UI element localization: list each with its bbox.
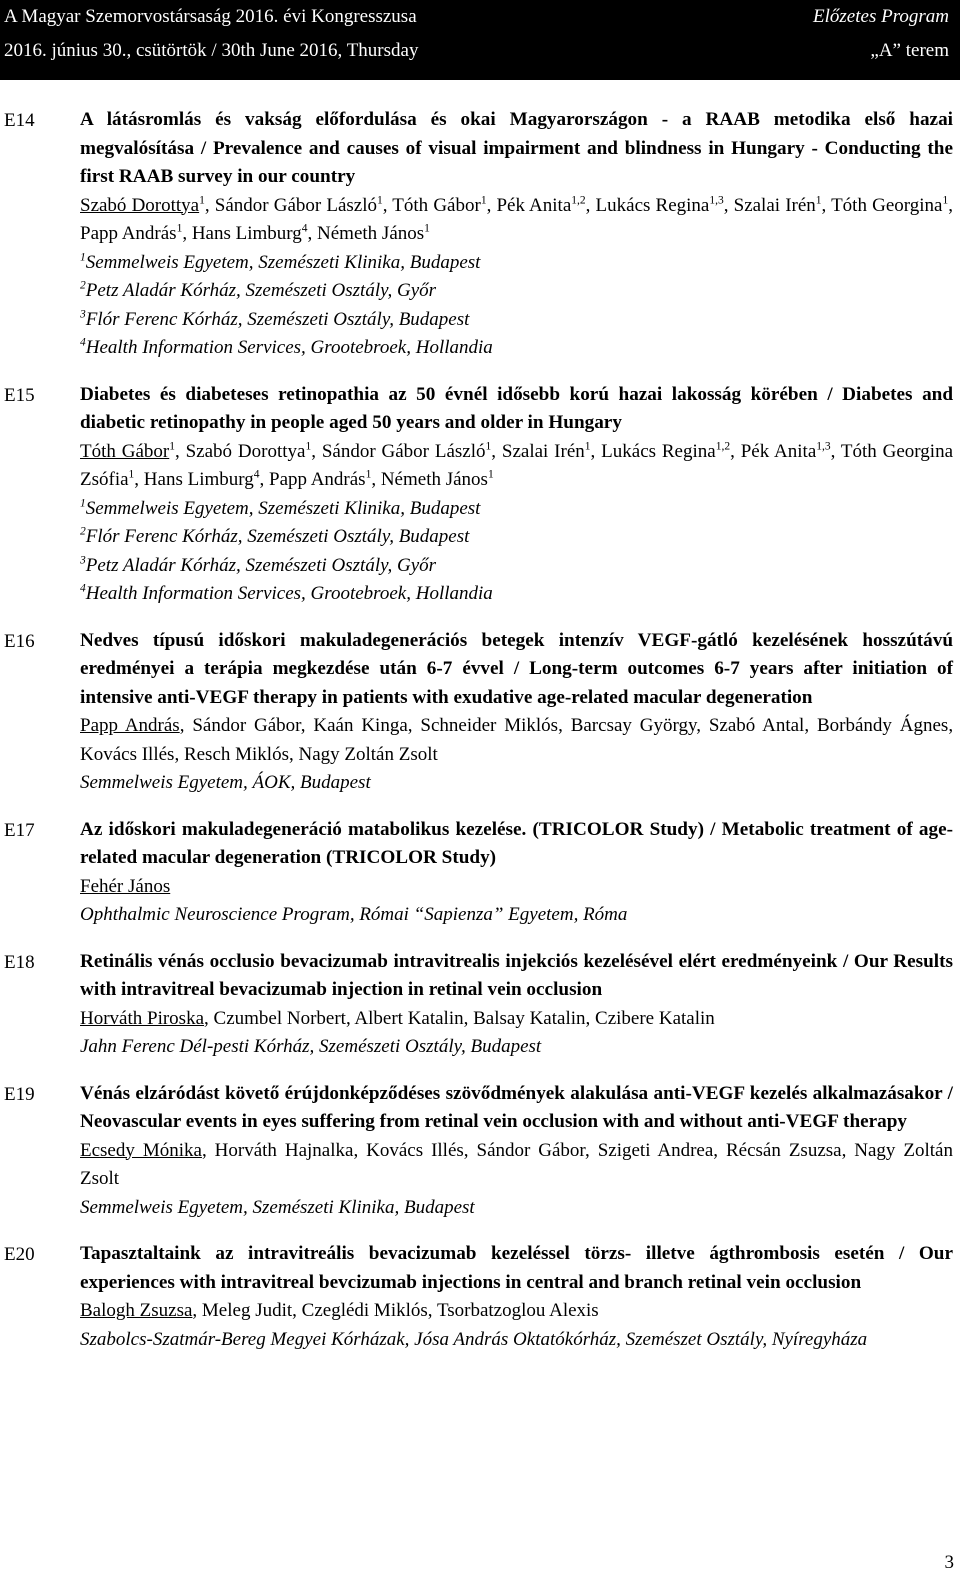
- presenting-author: Horváth Piroska: [80, 1007, 205, 1029]
- author-superscript: 1: [169, 440, 175, 453]
- affiliation: [80, 523, 953, 552]
- affiliation: [80, 1033, 953, 1062]
- affiliation-text: Health Information Services, Grootebroek, Hollandia: [85, 583, 493, 604]
- coauthor-name: Albert Katalin: [354, 1007, 464, 1029]
- abstract-entry: [0, 816, 960, 930]
- page-number: 3: [944, 1552, 954, 1573]
- author-superscript: 1: [584, 440, 591, 453]
- coauthor-name: Tsorbatzoglou Alexis: [436, 1300, 599, 1321]
- coauthor-name: Szalai Irén: [733, 194, 816, 216]
- abstract-title: A látásromlás és vakság előfordulása és okai Magyarországon - a RAAB metodika első hazai megvalósítása / Prevalence and causes of visual impairment and blindness in Hungary - Conducting the first RAAB survey in our country: [80, 109, 953, 187]
- coauthor-name: Pék Anita: [740, 440, 817, 462]
- author-superscript: 1: [485, 440, 492, 453]
- coauthor-name: Sándor Gábor László: [214, 194, 377, 216]
- abstract-body: [80, 381, 953, 609]
- coauthor-name: Tóth Georgina: [831, 194, 943, 216]
- affiliation-superscript: 4: [80, 582, 86, 595]
- coauthor-name: Nagy Zoltán Zsolt: [80, 1139, 953, 1189]
- author-superscript: 1: [128, 468, 135, 481]
- author-superscript: 1: [480, 194, 487, 207]
- coauthor-name: Czumbel Norbert: [213, 1007, 346, 1029]
- abstract-body: [80, 1240, 953, 1354]
- author-superscript: 1: [199, 194, 205, 207]
- coauthor-name: Szabó Antal: [708, 715, 805, 736]
- affiliation-text: Jahn Ferenc Dél-pesti Kórház, Szemészeti Osztály, Budapest: [80, 1036, 542, 1057]
- author-list: Balogh Zsuzsa, Meleg Judit, Czeglédi Miklós, Tsorbatzoglou Alexis: [80, 1300, 599, 1321]
- coauthor-name: Sándor Gábor: [476, 1139, 585, 1161]
- author-superscript: 1,2: [571, 194, 586, 207]
- presenting-author: Szabó Dorottya: [80, 194, 200, 216]
- affiliation-text: Semmelweis Egyetem, ÁOK, Budapest: [80, 772, 371, 793]
- affiliation: [80, 901, 953, 930]
- presenting-author: Ecsedy Mónika: [80, 1139, 202, 1161]
- abstract-title: Diabetes és diabeteses retinopathia az 50 évnél idősebb korú hazai lakosság körében / Diabetes and diabetic retinopathy in people aged 50 years and older in Hungary: [80, 383, 953, 433]
- abstract-entry: [0, 1240, 960, 1354]
- room-label: „A” terem: [870, 40, 949, 61]
- coauthor-name: Lukács Regina: [595, 194, 710, 216]
- affiliation-superscript: 2: [80, 525, 86, 538]
- affiliation: [80, 1194, 953, 1223]
- affiliation-text: Flór Ferenc Kórház, Szemészeti Osztály, Budapest: [85, 308, 470, 330]
- affiliation: [80, 249, 953, 278]
- author-superscript: 1: [377, 194, 383, 207]
- abstract-code: E16: [4, 630, 35, 652]
- affiliation: [80, 334, 953, 363]
- abstract-code: E20: [4, 1244, 35, 1265]
- coauthor-name: Szabó Dorottya: [185, 440, 306, 462]
- presenting-author: Tóth Gábor: [80, 440, 170, 462]
- affiliation-text: Ophthalmic Neuroscience Program, Római “Sapienza” Egyetem, Róma: [80, 904, 628, 925]
- coauthor-name: Szigeti Andrea: [597, 1139, 714, 1161]
- coauthor-name: Németh János: [380, 469, 488, 490]
- coauthor-name: Borbándy Ágnes: [816, 715, 949, 736]
- abstract-body: [80, 816, 953, 930]
- author-list: Horváth Piroska, Czumbel Norbert, Albert Katalin, Balsay Katalin, Czibere Katalin: [80, 1007, 715, 1029]
- coauthor-name: Sándor Gábor László: [321, 440, 486, 462]
- author-superscript: 1,3: [816, 440, 831, 453]
- coauthor-name: Barcsay György: [570, 715, 697, 736]
- author-list: Tóth Gábor$^1$, Szabó Dorottya$^1$, Sándor Gábor László$^1$, Szalai Irén$^1$, Lukács Regina$^{1,2}$, Pék Anita$^{1,3}$, Tóth Georgina Zsófia$^1$, Hans Limburg$^4$, Papp András$^1$, Németh János$^1$: [80, 440, 954, 490]
- affiliation-text: Flór Ferenc Kórház, Szemészeti Osztály, Budapest: [85, 526, 470, 547]
- coauthor-name: Sándor Gábor: [192, 715, 301, 736]
- affiliation: [80, 580, 953, 609]
- abstract-code: E19: [4, 1083, 35, 1105]
- coauthor-name: Récsán Zsuzsa: [726, 1139, 842, 1161]
- author-superscript: 4: [301, 222, 308, 235]
- abstract-title: Vénás elzáródást követő érújdonképződéses szövődmények alakulása anti-VEGF kezelés alkalmazásakor / Neovascular events in eyes suffering from retinal vein occlusion with and without anti-VEGF therapy: [80, 1082, 953, 1132]
- session-date: 2016. június 30., csütörtök / 30th June 2016, Thursday: [4, 40, 419, 61]
- coauthor-name: Balsay Katalin: [473, 1007, 586, 1029]
- author-superscript: 1: [942, 194, 949, 207]
- abstract-body: [80, 948, 953, 1062]
- coauthor-name: Tóth Georgina Zsófia: [80, 440, 954, 490]
- coauthor-name: Pék Anita: [496, 194, 572, 216]
- abstract-code: E18: [4, 951, 35, 973]
- affiliation: [80, 277, 953, 306]
- author-superscript: 1: [176, 222, 183, 235]
- abstract-body: [80, 106, 953, 363]
- affiliation: [80, 306, 953, 335]
- affiliation-superscript: 4: [80, 336, 86, 349]
- author-superscript: 1,3: [709, 194, 724, 207]
- coauthor-name: Horváth Hajnalka: [214, 1139, 354, 1161]
- abstract-body: [80, 627, 953, 798]
- affiliation: [80, 552, 953, 581]
- coauthor-name: Papp András: [80, 223, 177, 244]
- coauthor-name: Papp András: [269, 469, 366, 490]
- affiliation-superscript: 3: [80, 554, 86, 567]
- affiliation-text: Health Information Services, Grootebroek, Hollandia: [85, 337, 493, 358]
- abstract-code: E14: [4, 110, 35, 131]
- page-header: [0, 0, 960, 80]
- coauthor-name: Németh János: [317, 223, 425, 244]
- presenting-author: Papp András: [80, 715, 180, 736]
- author-superscript: 1: [365, 468, 372, 481]
- coauthor-name: Hans Limburg: [143, 469, 254, 490]
- author-superscript: 1: [424, 222, 430, 235]
- coauthor-name: Hans Limburg: [191, 223, 302, 244]
- coauthor-name: Czibere Katalin: [595, 1007, 715, 1029]
- author-list: [80, 873, 953, 902]
- author-superscript: 1,2: [715, 440, 731, 453]
- coauthor-name: Kovács Illés: [80, 743, 175, 765]
- coauthor-name: Schneider Miklós: [420, 715, 559, 736]
- abstract-body: [80, 1080, 953, 1223]
- author-superscript: 4: [253, 468, 260, 481]
- affiliation-text: Semmelweis Egyetem, Szemészeti Klinika, Budapest: [80, 1196, 475, 1218]
- affiliation-superscript: 3: [80, 308, 86, 321]
- abstract-title: Retinális vénás occlusio bevacizumab intravitrealis injekciós kezelésével elért eredményeink / Our Results with intravitreal bevacizumab injection in retinal vein occlusion: [80, 950, 953, 1000]
- abstract-entry: [0, 627, 960, 798]
- presenting-author: Balogh Zsuzsa: [80, 1300, 193, 1321]
- affiliation-text: Petz Aladár Kórház, Szemészeti Osztály, Győr: [85, 554, 437, 576]
- abstract-code: E17: [4, 819, 35, 841]
- abstract-entry: [0, 106, 960, 363]
- affiliation-superscript: 2: [80, 279, 86, 292]
- affiliation-text: Szabolcs-Szatmár-Bereg Megyei Kórházak, Jósa András Oktatókórház, Szemészet Osztály, Nyíregyháza: [80, 1328, 868, 1350]
- affiliation-superscript: 1: [80, 497, 86, 510]
- congress-name: A Magyar Szemorvostársaság 2016. évi Kongresszusa: [4, 6, 417, 27]
- abstract-title: Az időskori makuladegeneráció matabolikus kezelése. (TRICOLOR Study) / Metabolic treatment of age-related macular degeneration (TRICOLOR Study): [80, 818, 953, 868]
- affiliation-superscript: 1: [80, 251, 86, 264]
- author-superscript: 1: [815, 194, 822, 207]
- coauthor-name: Nagy Zoltán Zsolt: [298, 743, 438, 765]
- affiliation: [80, 1326, 953, 1355]
- abstract-entry: [0, 381, 960, 609]
- coauthor-name: Czeglédi Miklós: [301, 1300, 428, 1321]
- coauthor-name: Resch Miklós: [183, 743, 289, 765]
- affiliation-text: Semmelweis Egyetem, Szemészeti Klinika, Budapest: [85, 251, 481, 273]
- affiliation: [80, 495, 953, 524]
- coauthor-name: Kovács Illés: [366, 1139, 464, 1161]
- header-row-2: [0, 31, 960, 71]
- coauthor-name: Szalai Irén: [501, 440, 585, 462]
- presenting-author: Fehér János: [80, 875, 171, 897]
- author-superscript: 1: [487, 468, 494, 481]
- abstract-entry: [0, 1080, 960, 1223]
- abstract-list: [0, 106, 960, 1354]
- abstract-title: Nedves típusú időskori makuladegenerációs betegek intenzív VEGF-gátló kezelésének hosszútávú eredményei a terápia megkezdése után 6-7 évvel / Long-term outcomes 6-7 years after initiation of intensive anti-VEGF therapy in patients with exudative age-related macular degeneration: [80, 629, 953, 708]
- abstract-entry: [0, 948, 960, 1062]
- abstract-code: E15: [4, 384, 35, 406]
- affiliation-text: Petz Aladár Kórház, Szemészeti Osztály, Győr: [85, 280, 437, 301]
- coauthor-name: Meleg Judit: [201, 1300, 293, 1321]
- affiliation: [80, 769, 953, 798]
- author-list: Papp András, Sándor Gábor, Kaán Kinga, Schneider Miklós, Barcsay György, Szabó Antal, Borbándy Ágnes, Kovács Illés, Resch Miklós, Nagy Zoltán Zsolt: [80, 715, 954, 765]
- author-list: Ecsedy Mónika, Horváth Hajnalka, Kovács Illés, Sándor Gábor, Szigeti Andrea, Récsán Zsuzsa, Nagy Zoltán Zsolt: [80, 1139, 953, 1189]
- affiliation-text: Semmelweis Egyetem, Szemészeti Klinika, Budapest: [85, 497, 481, 519]
- author-list: Szabó Dorottya$^1$, Sándor Gábor László$^1$, Tóth Gábor$^1$, Pék Anita$^{1,2}$, Lukács Regina$^{1,3}$, Szalai Irén$^1$, Tóth Georgina$^1$, Papp András$^1$, Hans Limburg$^4$, Németh János$^1$: [80, 194, 953, 244]
- author-superscript: 1: [305, 440, 312, 453]
- coauthor-name: Lukács Regina: [601, 440, 716, 462]
- coauthor-name: Tóth Gábor: [392, 194, 481, 216]
- program-label: Előzetes Program: [813, 6, 949, 27]
- coauthor-name: Kaán Kinga: [313, 715, 408, 736]
- abstract-title: Tapasztaltaink az intravitreális bevacizumab kezeléssel törzs- illetve ágthrombosis esetén / Our experiences with intravitreal bevcizumab injections in central and branch retinal vein occlusion: [80, 1243, 953, 1293]
